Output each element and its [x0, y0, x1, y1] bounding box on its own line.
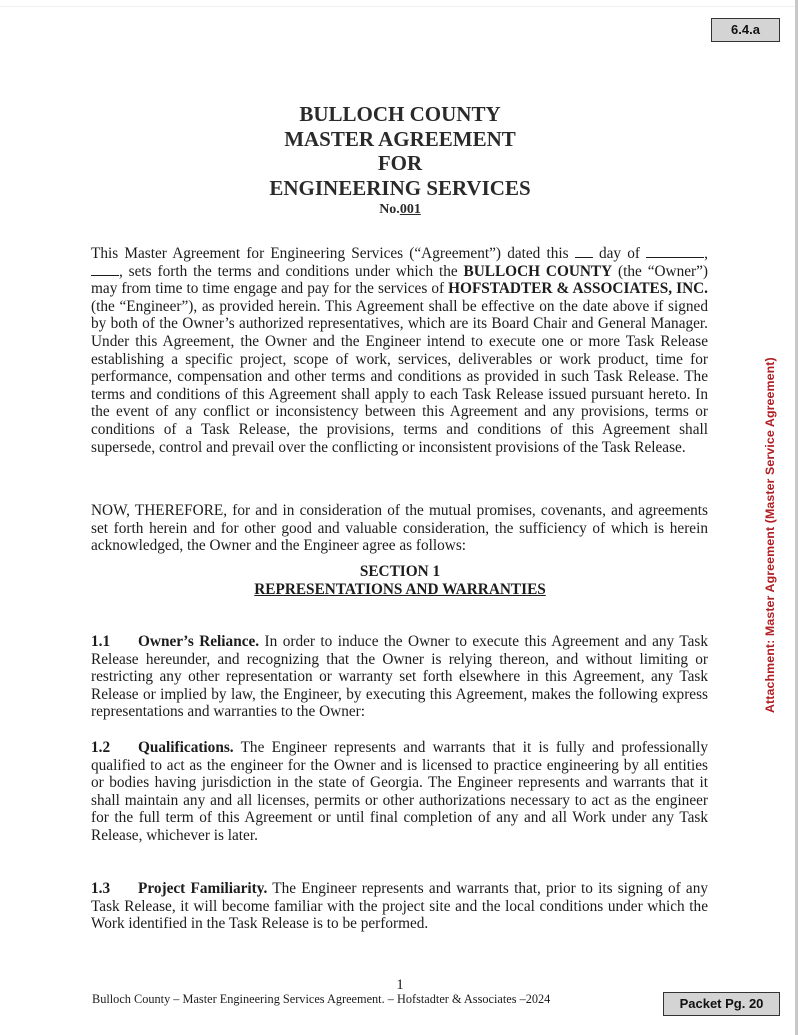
intro-text: day of: [592, 245, 647, 262]
page-top-edge: [0, 6, 795, 7]
section-heading: SECTION 1: [359, 563, 441, 580]
day-blank: [575, 245, 593, 258]
clause-text: The Engineer represents and warrants that, prior to its signing of any Task Release, it will become familiar with the project site and the local conditions under which the Work identified in the Task Release is to be performed.: [91, 880, 708, 933]
intro-text: ,: [704, 245, 708, 262]
clause-number: 1.1: [91, 633, 111, 650]
clause-number: 1.2: [91, 739, 111, 756]
agreement-number: [0, 200, 800, 220]
clause-number: 1.3: [91, 880, 111, 897]
page-number: 1: [396, 977, 404, 993]
title-line-4: ENGINEERING SERVICES: [269, 175, 531, 200]
title-line-1: BULLOCH COUNTY: [299, 102, 501, 126]
packet-page-stamp: Packet Pg. 20: [663, 992, 780, 1016]
clause-title: Project Familiarity.: [138, 880, 268, 897]
clause-1-1: [91, 633, 708, 721]
footer-text: Bulloch County – Master Engineering Services Agreement. – Hofstadter & Associates –2024: [92, 992, 551, 1006]
now-therefore-paragraph: NOW, THEREFORE, for and in consideration of the mutual promises, covenants, and agreements set forth herein and for other good and valuable consideration, the sufficiency of which is herein acknowledged, the Owner and the Engineer agree as follows:: [91, 502, 708, 555]
year-blank: [91, 263, 119, 276]
intro-text: This Master Agreement for Engineering Services (“Agreement”) dated this: [91, 245, 575, 262]
intro-text: (the “Owner”) may from time to time engage and pay for the services of: [91, 262, 708, 298]
intro-text: (the “Engineer”), as provided herein. This Agreement shall be effective on the date above if signed by both of the Owner’s authorized representatives, which are its Board Chair and General Manager. Under this Agreement, the Owner and the Engineer intend to execute one or more Task Release establishing a specific project, scope of work, services, deliverables or work product, time for performance, compensation and other terms and conditions as provided in such Task Release. The terms and conditions of this Agreement shall apply to each Task Release issued pursuant hereto. In the event of any conflict or inconsistency between this Agreement and any provisions, terms or conditions of a Task Release, the provisions, terms and conditions of this Agreement shall supersede, control and prevail over the conflicting or inconsistent provisions of the Task Release.: [91, 297, 708, 456]
clause-title: Qualifications.: [138, 739, 234, 756]
clause-title: Owner’s Reliance.: [138, 633, 260, 650]
owner-name: BULLOCH COUNTY: [463, 262, 613, 280]
agreement-number-value: 001: [399, 202, 421, 217]
clause-text: In order to induce the Owner to execute this Agreement and any Task Release hereunder, and recognizing that the Owner is relying thereon, and without limiting or restricting any other representation or warranty set forth elsewhere in this Agreement, any Task Release or implied by law, the Engineer, by executing this Agreement, makes the following express representations and warranties to the Owner:: [91, 633, 708, 721]
item-number-stamp: 6.4.a: [711, 18, 780, 42]
document-title: [0, 102, 800, 220]
clause-1-3: [91, 880, 708, 933]
clause-1-2: [91, 739, 708, 845]
engineer-name: HOFSTADTER & ASSOCIATES, INC.: [448, 280, 708, 298]
clause-text: The Engineer represents and warrants that it is fully and professionally qualified to act as the engineer for the Owner and is licensed to practice engineering by all entities or bodies having jurisdiction in the state of Georgia. The Engineer represents and warrants that it shall maintain any and all licenses, permits or other authorizations necessary to act as the engineer for the full term of this Agreement or until final completion of any and all Work under any Task Release, whichever is later.: [91, 739, 708, 844]
attachment-side-label: Attachment: Master Agreement (Master Service Agreement): [763, 357, 777, 713]
title-line-2: MASTER AGREEMENT: [284, 126, 516, 151]
title-line-3: FOR: [377, 151, 423, 175]
intro-text: , sets forth the terms and conditions under which the: [119, 262, 464, 280]
agreement-number-prefix: No.: [379, 202, 400, 217]
intro-paragraph: [91, 245, 708, 456]
section-subheading: REPRESENTATIONS AND WARRANTIES: [254, 581, 546, 598]
month-blank: [646, 245, 704, 258]
